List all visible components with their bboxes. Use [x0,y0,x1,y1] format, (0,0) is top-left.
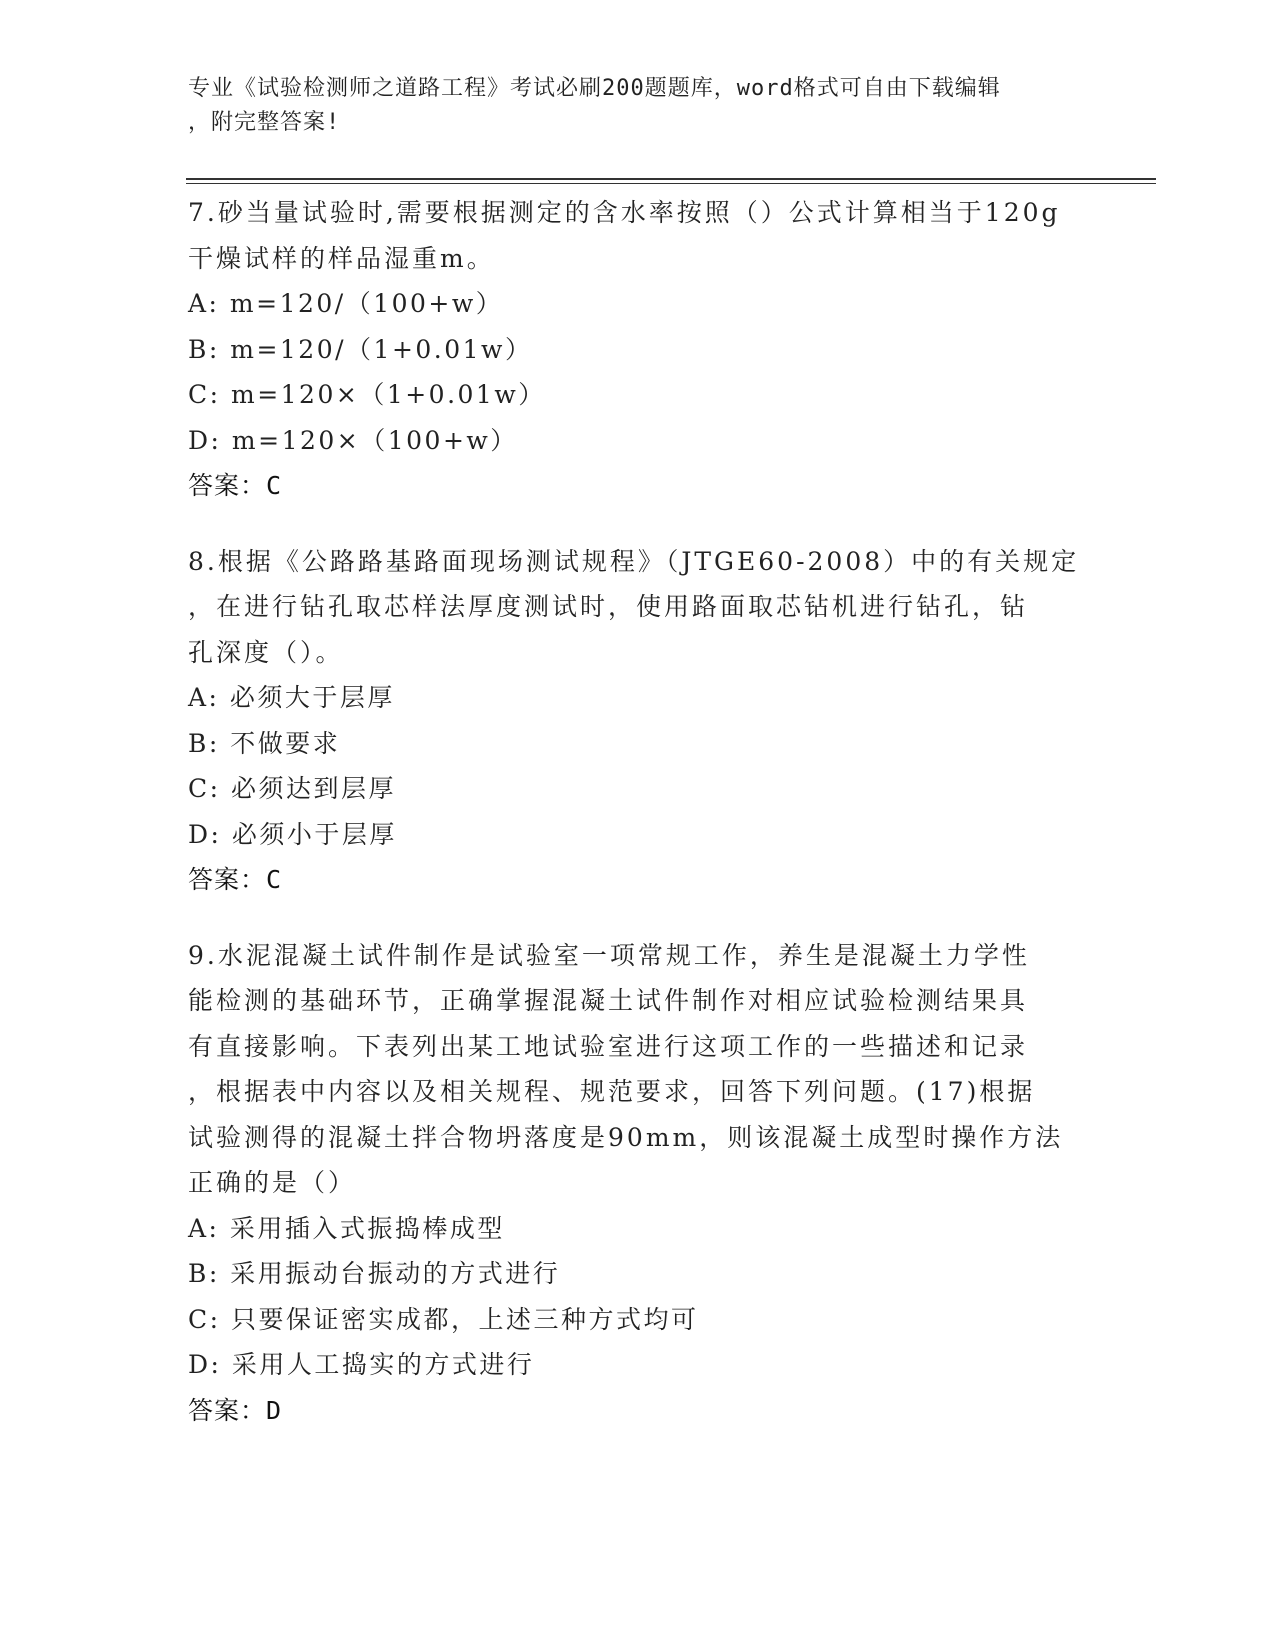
question-8 [188,539,1088,903]
option-c: C: 必须达到层厚 [188,774,396,803]
answer: 答案：C [188,471,283,500]
header-divider-thin [186,183,1156,184]
question-text-line: ，根据表中内容以及相关规程、规范要求，回答下列问题。(17)根据 [188,1077,1036,1106]
option-d: D: 采用人工捣实的方式进行 [188,1350,535,1379]
question-text-line: 干燥试样的样品湿重m。 [188,243,495,273]
question-text-line: 7.砂当量试验时,需要根据测定的含水率按照（）公式计算相当于120g [188,198,1061,227]
question-text-line: ，在进行钻孔取芯样法厚度测试时，使用路面取芯钻机进行钻孔，钻 [188,592,1029,621]
header-line-1: 专业《试验检测师之道路工程》考试必刷200题题库，word格式可自由下载编辑 [188,76,1001,101]
question-text-line: 孔深度（）。 [188,637,344,667]
question-text-line: 能检测的基础环节，正确掌握混凝土试件制作对相应试验检测结果具 [188,986,1029,1015]
option-d: D: 必须小于层厚 [188,819,397,849]
answer: 答案：C [188,865,283,894]
option-b: B: 采用振动台振动的方式进行 [188,1259,561,1288]
option-b: B: m=120/（1+0.01w） [188,334,533,364]
question-list [188,190,1088,1463]
option-a: A: m=120/（100+w） [188,289,504,318]
question-text-line: 9.水泥混凝土试件制作是试验室一项常规工作，养生是混凝土力学性 [188,940,1030,970]
option-a: A: 必须大于层厚 [188,683,395,712]
option-c: C: m=120×（1+0.01w） [188,380,546,409]
question-9 [188,933,1088,1434]
question-text-line: 试验测得的混凝土拌合物坍落度是90mm，则该混凝土成型时操作方法 [188,1122,1064,1152]
option-a: A: 采用插入式振捣棒成型 [188,1213,505,1243]
question-text-line: 有直接影响。下表列出某工地试验室进行这项工作的一些描述和记录 [188,1031,1029,1061]
question-text-line: 8.根据《公路路基路面现场测试规程》（JTGE60-2008）中的有关规定 [188,546,1080,576]
answer: 答案：D [188,1395,283,1425]
option-c: C: 只要保证密实成都，上述三种方式均可 [188,1304,699,1334]
option-b: B: 不做要求 [188,728,341,758]
question-text-line: 正确的是（） [188,1168,357,1197]
document-header [188,72,1068,140]
header-divider-thick [186,178,1156,180]
option-d: D: m=120×（100+w） [188,425,518,455]
header-line-2: ，附完整答案! [188,110,341,135]
question-7 [188,190,1088,509]
